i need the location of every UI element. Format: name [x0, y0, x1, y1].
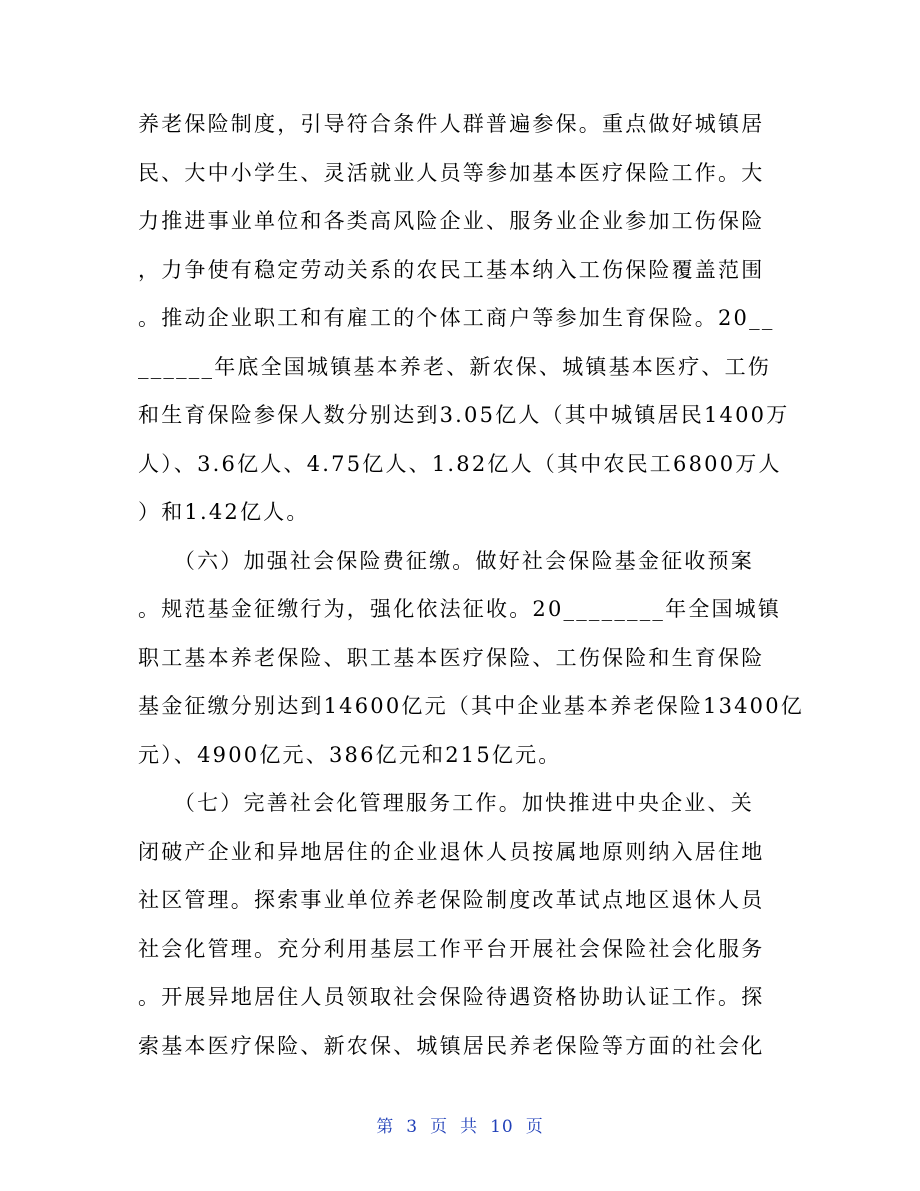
text-line: 民、大中小学生、灵活就业人员等参加基本医疗保险工作。大 — [138, 160, 765, 185]
text-line: 和生育保险参保人数分别达到3.05亿人（其中城镇居民1400万 — [138, 403, 790, 427]
text-line: ______年底全国城镇基本养老、新农保、城镇基本医疗、工伤 — [138, 354, 771, 379]
text-line: 社区管理。探索事业单位养老保险制度改革试点地区退休人员 — [138, 888, 765, 912]
text-line: 。规范基金征缴行为，强化依法征收。20________年全国城镇 — [138, 597, 782, 621]
text-line: 基金征缴分别达到14600亿元（其中企业基本养老保险13400亿 — [138, 694, 805, 718]
footer-page-unit: 页 — [430, 1117, 449, 1137]
page-footer — [0, 1112, 920, 1137]
text-line: ）和1.42亿人。 — [138, 500, 310, 524]
document-body — [138, 100, 805, 1070]
text-line: 元）、4900亿元、386亿元和215亿元。 — [138, 742, 562, 767]
footer-total-pages: 10 — [490, 1117, 514, 1137]
footer-current-page: 3 — [406, 1117, 419, 1137]
text-line: ，力争使有稳定劳动关系的农民工基本纳入工伤保险覆盖范围 — [138, 257, 765, 282]
text-line: （七）完善社会化管理服务工作。加快推进中央企业、关 — [138, 791, 754, 815]
text-line: 养老保险制度，引导符合条件人群普遍参保。重点做好城镇居 — [138, 112, 765, 136]
text-line: 。开展异地居住人员领取社会保险待遇资格协助认证工作。探 — [138, 985, 765, 1009]
text-line: 社会化管理。充分利用基层工作平台开展社会保险社会化服务 — [138, 936, 765, 961]
footer-total-label: 共 — [460, 1117, 479, 1137]
text-line: 职工基本养老保险、职工基本医疗保险、工伤保险和生育保险 — [138, 645, 765, 670]
footer-page-label: 第 — [376, 1117, 395, 1137]
text-line: （六）加强社会保险费征缴。做好社会保险基金征收预案 — [138, 548, 754, 573]
text-line: 闭破产企业和异地居住的企业退休人员按属地原则纳入居住地 — [138, 839, 765, 864]
text-line: 。推动企业职工和有雇工的个体工商户等参加生育保险。20__ — [138, 306, 775, 330]
text-line: 人）、3.6亿人、4.75亿人、1.82亿人（其中农民工6800万人 — [138, 451, 782, 476]
footer-total-unit: 页 — [525, 1117, 544, 1137]
text-line: 索基本医疗保险、新农保、城镇居民养老保险等方面的社会化 — [138, 1033, 765, 1058]
text-line: 力推进事业单位和各类高风险企业、服务业企业参加工伤保险 — [138, 209, 765, 233]
